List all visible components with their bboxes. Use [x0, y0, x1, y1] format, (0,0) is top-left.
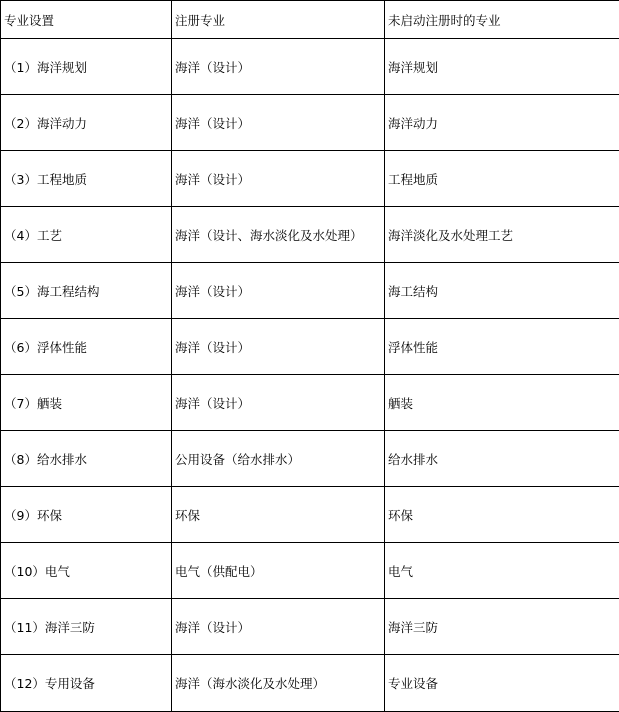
- specialty-cell: （3）工程地质: [1, 151, 172, 207]
- specialty-cell: （8）给水排水: [1, 431, 172, 487]
- table-row: [1, 263, 619, 319]
- pre-registration-specialty-cell: 工程地质: [385, 151, 619, 207]
- table-row: [1, 431, 619, 487]
- registered-specialty-cell: 海洋（设计）: [172, 151, 385, 207]
- table-row: [1, 319, 619, 375]
- specialty-cell: （7）舾装: [1, 375, 172, 431]
- pre-registration-specialty-cell: 环保: [385, 487, 619, 543]
- pre-registration-specialty-cell: 海工结构: [385, 263, 619, 319]
- specialty-cell: （2）海洋动力: [1, 95, 172, 151]
- pre-registration-specialty-cell: 海洋三防: [385, 599, 619, 655]
- table-row: [1, 543, 619, 599]
- column-header-specialty: 专业设置: [1, 1, 172, 39]
- specialty-cell: （1）海洋规划: [1, 39, 172, 95]
- pre-registration-specialty-cell: 海洋动力: [385, 95, 619, 151]
- pre-registration-specialty-cell: 给水排水: [385, 431, 619, 487]
- specialty-cell: （10）电气: [1, 543, 172, 599]
- pre-registration-specialty-cell: 海洋淡化及水处理工艺: [385, 207, 619, 263]
- specialty-cell: （9）环保: [1, 487, 172, 543]
- registered-specialty-cell: 海洋（设计）: [172, 95, 385, 151]
- registered-specialty-cell: 海洋（设计）: [172, 39, 385, 95]
- table-row: [1, 95, 619, 151]
- registered-specialty-cell: 海洋（设计）: [172, 319, 385, 375]
- specialty-cell: （5）海工程结构: [1, 263, 172, 319]
- pre-registration-specialty-cell: 浮体性能: [385, 319, 619, 375]
- table-row: [1, 599, 619, 655]
- specialty-cell: （4）工艺: [1, 207, 172, 263]
- specialty-cell: （11）海洋三防: [1, 599, 172, 655]
- specialty-cell: （12）专用设备: [1, 655, 172, 712]
- table-row: [1, 151, 619, 207]
- table-row: [1, 655, 619, 712]
- pre-registration-specialty-cell: 专业设备: [385, 655, 619, 712]
- registered-specialty-cell: 环保: [172, 487, 385, 543]
- table-row: [1, 487, 619, 543]
- column-header-registered-specialty: 注册专业: [172, 1, 385, 39]
- registered-specialty-cell: 电气（供配电）: [172, 543, 385, 599]
- pre-registration-specialty-cell: 电气: [385, 543, 619, 599]
- registered-specialty-cell: 海洋（海水淡化及水处理）: [172, 655, 385, 712]
- registered-specialty-cell: 海洋（设计）: [172, 599, 385, 655]
- table-header-row: [1, 1, 619, 39]
- registered-specialty-cell: 公用设备（给水排水）: [172, 431, 385, 487]
- column-header-pre-registration-specialty: 未启动注册时的专业: [385, 1, 619, 39]
- pre-registration-specialty-cell: 海洋规划: [385, 39, 619, 95]
- registered-specialty-cell: 海洋（设计、海水淡化及水处理）: [172, 207, 385, 263]
- specialty-cell: （6）浮体性能: [1, 319, 172, 375]
- registered-specialty-cell: 海洋（设计）: [172, 263, 385, 319]
- table-row: [1, 207, 619, 263]
- table-row: [1, 39, 619, 95]
- pre-registration-specialty-cell: 舾装: [385, 375, 619, 431]
- registered-specialty-cell: 海洋（设计）: [172, 375, 385, 431]
- table-row: [1, 375, 619, 431]
